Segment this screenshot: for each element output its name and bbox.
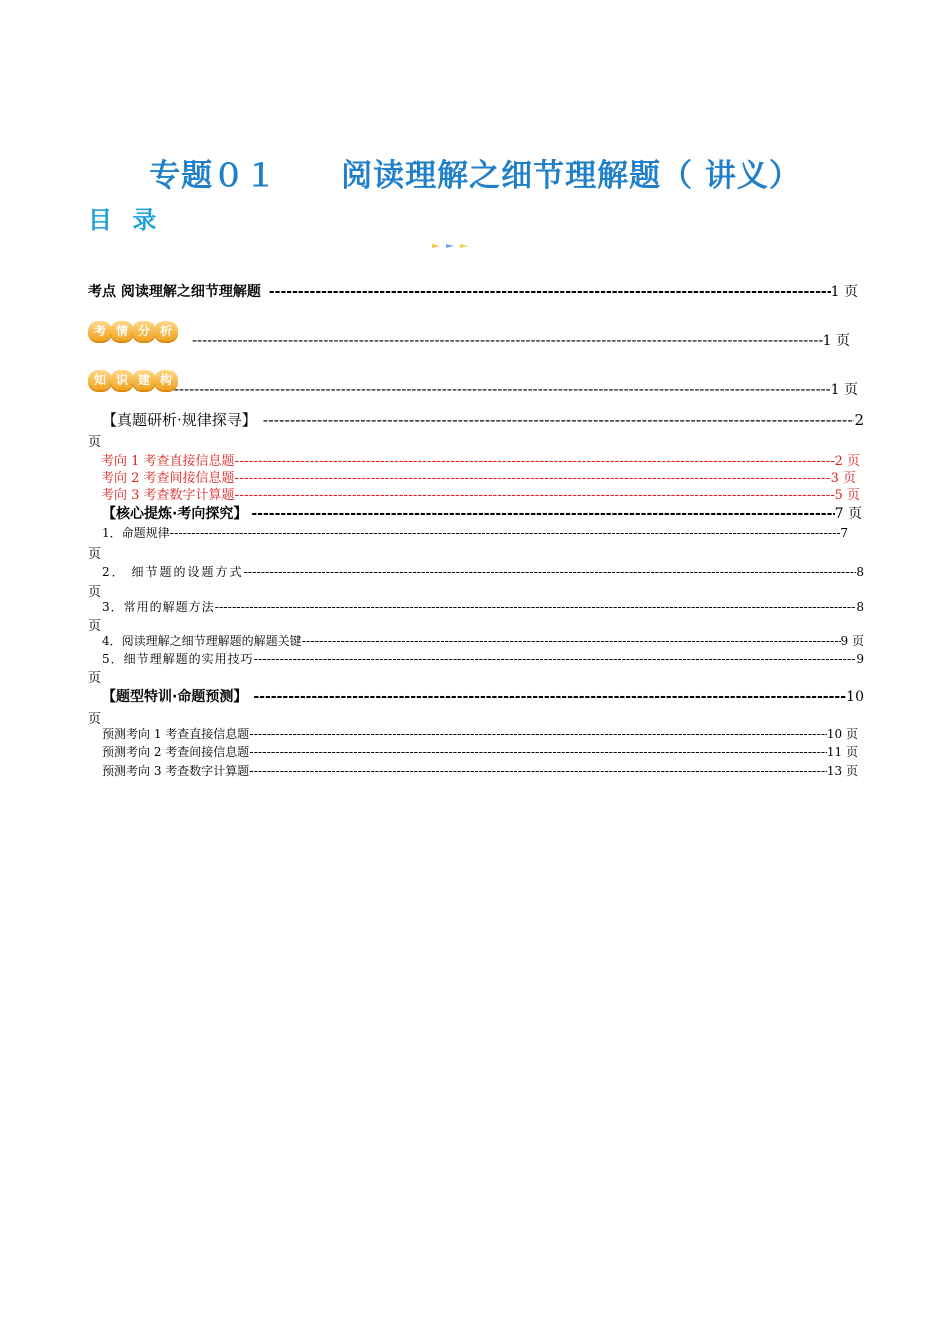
- toc-entry-jiqiao[interactable]: [88, 650, 864, 667]
- toc-entry-page: 2 页: [834, 454, 860, 469]
- toc-entry-label: 3．常用的解题方法: [102, 600, 215, 614]
- toc-entry-label: 4．阅读理解之细节理解题的解题关键: [102, 634, 302, 648]
- toc-leader-dots: [170, 526, 841, 540]
- toc-entry-page: 10 页: [826, 727, 858, 741]
- toc-entry-zhishi[interactable]: [88, 369, 858, 398]
- toc-entry-zhenti[interactable]: [88, 409, 864, 430]
- toc-leader-dots: [249, 764, 827, 778]
- toc-entry-page: 9: [856, 652, 864, 666]
- toc-entry-label: 【核心提炼·考向探究】: [102, 506, 248, 522]
- toc-entry-page: 3 页: [830, 471, 856, 486]
- kaoqing-badge-icon: 考 情 分 析: [88, 321, 174, 341]
- toc-leader-dots: [235, 488, 835, 503]
- toc-entry-page: 1 页: [822, 333, 850, 349]
- toc-entry-page: 5 页: [834, 488, 860, 503]
- toc-entry-label: 【题型特训·命题预测】: [102, 689, 248, 705]
- toc-entry-page: 2: [854, 411, 864, 429]
- toc-entry-page: 8: [856, 565, 864, 579]
- toc-entry-texun[interactable]: [88, 686, 864, 706]
- toc-leader-dots: [269, 284, 831, 300]
- toc-entry-page: 9 页: [840, 634, 864, 648]
- toc-entry-kaoqing[interactable]: [88, 320, 850, 349]
- toc-entry-mingti[interactable]: [88, 524, 848, 541]
- toc-entry-page: 1 页: [830, 382, 858, 398]
- toc-entry-page: 7 页: [834, 506, 862, 522]
- toc-entry-hexin[interactable]: [88, 503, 862, 523]
- toc-entry-label: 5．细节理解题的实用技巧: [102, 652, 254, 666]
- toc-entry-label: 考向 1 考查直接信息题: [101, 454, 235, 469]
- toc-leader-dots: [243, 565, 856, 579]
- toc-heading: 目 录: [88, 206, 163, 234]
- toc-entry-label: 2． 细节题的设题方式: [102, 565, 244, 579]
- toc-page-wrap: 页: [88, 547, 102, 562]
- toc-leader-dots: [249, 727, 827, 741]
- toc-entry-label: 考点 阅读理解之细节理解题: [88, 284, 261, 300]
- toc-entry-page: 7: [840, 526, 848, 540]
- toc-entry-yuce-3[interactable]: [88, 762, 858, 779]
- zhishi-badge-icon: 知 识 建 构: [88, 370, 174, 390]
- toc-page-wrap: 页: [88, 585, 102, 600]
- toc-entry-yuce-2[interactable]: [88, 743, 858, 760]
- toc-leader-dots: [254, 652, 857, 666]
- toc-leader-dots: [251, 506, 834, 522]
- toc-entry-kaoxiang-3[interactable]: [88, 484, 860, 503]
- toc-page-wrap: 页: [88, 671, 102, 686]
- toc-entry-page: 8: [856, 600, 864, 614]
- toc-leader-dots: [174, 382, 831, 398]
- toc-entry-page: 10: [846, 689, 864, 705]
- toc-leader-dots: [192, 333, 823, 349]
- toc-entry-label: 1．命题规律: [102, 526, 170, 540]
- toc-entry-page: 11 页: [826, 745, 858, 759]
- toc-leader-dots: [263, 411, 855, 429]
- toc-page-wrap: 页: [88, 619, 102, 634]
- toc-leader-dots: [249, 745, 827, 759]
- toc-entry-sheti[interactable]: [88, 563, 864, 580]
- toc-page-wrap: 页: [88, 712, 102, 727]
- toc-entry-label: 考向 3 考查数字计算题: [101, 488, 235, 503]
- toc-page-wrap: 页: [88, 435, 102, 450]
- toc-entry-page: 1 页: [830, 284, 858, 300]
- decorative-arrows-icon: [432, 241, 472, 251]
- toc-entry-label: 考向 2 考查间接信息题: [101, 471, 235, 486]
- toc-entry-label: 预测考向 3 考查数字计算题: [102, 764, 250, 778]
- toc-leader-dots: [302, 634, 841, 648]
- toc-entry-yuce-1[interactable]: [88, 725, 858, 742]
- toc-entry-guanjian[interactable]: [88, 632, 864, 649]
- toc-entry-label: 预测考向 1 考查直接信息题: [102, 727, 250, 741]
- toc-entry-label: 【真题研析·规律探寻】: [102, 411, 257, 429]
- toc-leader-dots: [215, 600, 857, 614]
- document-title: 专题０１ 阅读理解之细节理解题（ 讲义）: [149, 158, 801, 194]
- toc-entry-kaodian[interactable]: [88, 281, 858, 301]
- toc-leader-dots: [253, 689, 846, 705]
- toc-entry-label: 预测考向 2 考查间接信息题: [102, 745, 250, 759]
- toc-entry-fangfa[interactable]: [88, 598, 864, 615]
- toc-entry-page: 13 页: [826, 764, 858, 778]
